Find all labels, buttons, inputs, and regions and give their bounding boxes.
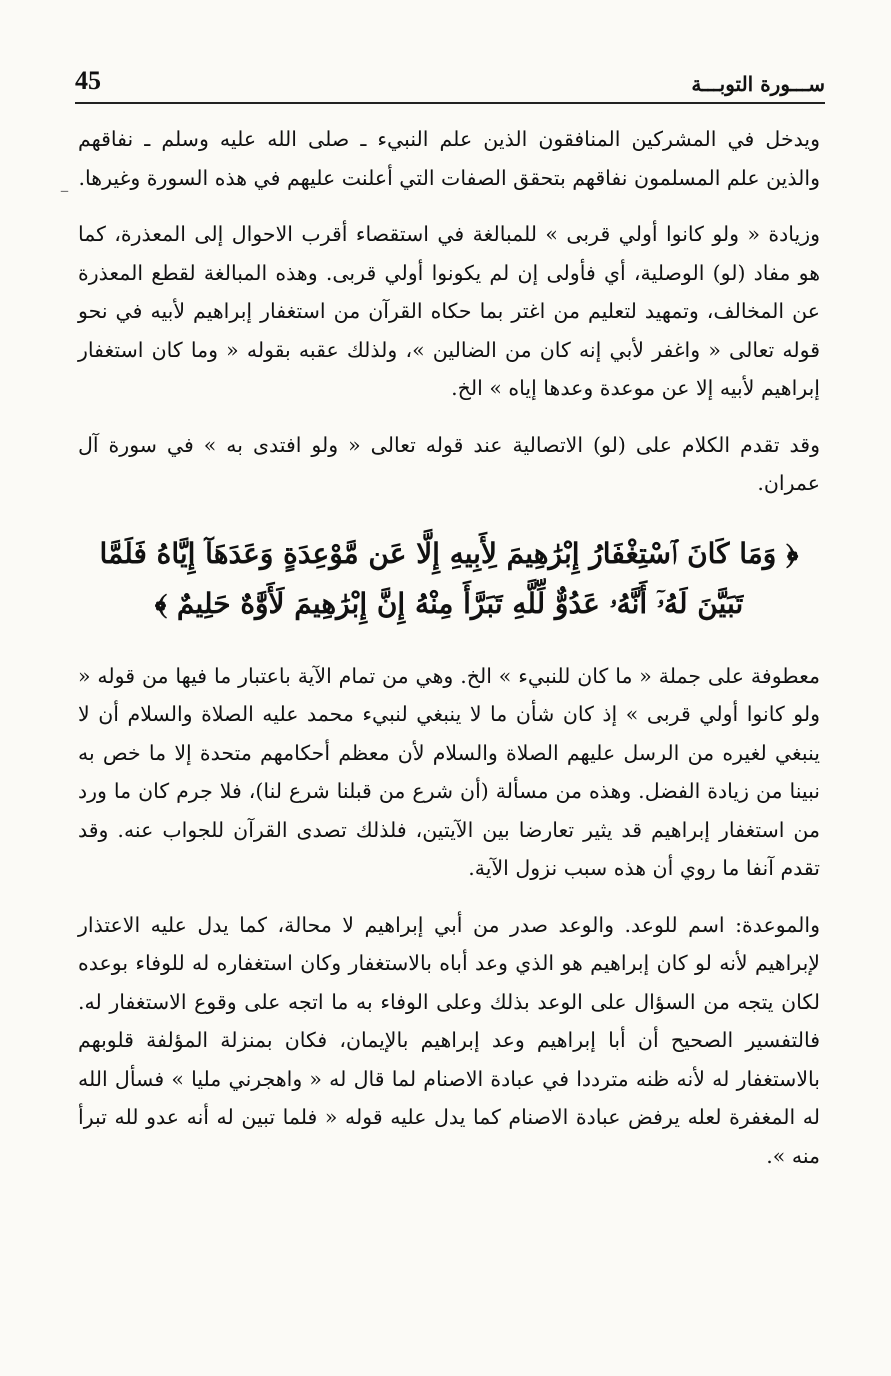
surah-title: ســـورة التوبـــة xyxy=(691,72,825,96)
paragraph-4: معطوفة على جملة « ما كان للنبيء » الخ. وهي من تمام الآية باعتبار ما فيها من قوله « ولو كانوا أولي قربى » إذ كان شأن ما لا ينبغي لنبيء محمد عليه الصلاة والسلام أن لا ينبغي لغيره من الرسل عليهم الصلاة والسلام لأن معظم أحكامهم متحدة إلا ما خص به نبينا من زيادة الفضل. وهذه من مسألة (أن شرع من قبلنا شرع لنا)، فلا جرم كان ما ورد من استغفار إبراهيم قد يثير تعارضا بين الآيتين، فلذلك تصدى القرآن للجواب عنه. وقد تقدم آنفا ما روي أن هذه سبب نزول الآية. xyxy=(78,663,820,880)
quran-verse: ﴿ وَمَا كَانَ ٱسْتِغْفَارُ إِبْرَٰهِيمَ لِأَبِيهِ إِلَّا عَن مَّوْعِدَةٍ وَعَدَهَآ إِيَّاهُ فَلَمَّا تَبَيَّنَ لَهُۥٓ أَنَّهُۥ عَدُوٌّ لِّلَّهِ تَبَرَّأَ مِنْهُ إِنَّ إِبْرَٰهِيمَ لَأَوَّٰهٌ حَلِيمٌ ﴾ xyxy=(99,536,799,620)
page-body xyxy=(78,120,820,1175)
margin-mark: – xyxy=(60,180,69,201)
paragraph-1: ويدخل في المشركين المنافقون الذين علم النبيء ـ صلى الله عليه وسلم ـ نفاقهم والذين علم المسلمون نفاقهم بتحقق الصفات التي أعلنت عليهم في هذه السورة وغيرها. xyxy=(78,127,820,190)
paragraph-3: وقد تقدم الكلام على (لو) الاتصالية عند قوله تعالى « ولو افتدى به » في سورة آل عمران. xyxy=(78,432,820,495)
paragraph-2: وزيادة « ولو كانوا أولي قربى » للمبالغة في استقصاء أقرب الاحوال إلى المعذرة، كما هو مفاد (لو) الوصلية، أي فأولى إن لم يكونوا أولي قربى. وهذه المبالغة لقطع المعذرة عن المخالف، وتمهيد لتعليم من اغتر بما حكاه القرآن من استغفار إبراهيم لأبيه في نحو قوله تعالى « واغفر لأبي إنه كان من الضالين »، ولذلك عقبه بقوله « وما كان استغفار إبراهيم لأبيه إلا عن موعدة وعدها إياه » الخ. xyxy=(78,222,820,400)
page-number: 45 xyxy=(75,66,101,95)
paragraph-5: والموعدة: اسم للوعد. والوعد صدر من أبي إبراهيم لا محالة، كما يدل عليه الاعتذار لإبراهيم لأنه لو كان إبراهيم هو الذي وعد أباه بالاستغفار وكان استغفاره له للوفاء بوعده لكان يتجه من السؤال على الوعد بذلك وعلى الوفاء به ما اتجه على وقوع الاستغفار له. فالتفسير الصحيح أن أبا إبراهيم وعد إبراهيم بالإيمان، فكان بمنزلة المؤلفة قلوبهم بالاستغفار له لأنه ظنه مترددا في عبادة الاصنام لما قال له « واهجرني مليا » فسأل الله له المغفرة لعله يرفض عبادة الاصنام كما يدل عليه قوله « فلما تبين له أنه عدو لله تبرأ منه ». xyxy=(78,912,820,1168)
page-header xyxy=(75,66,825,104)
